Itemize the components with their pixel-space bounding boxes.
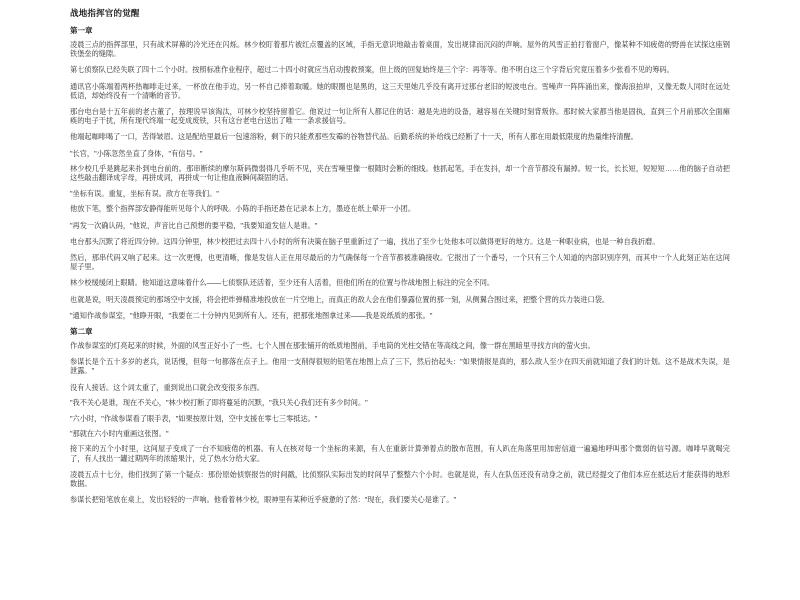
paragraph: 第七侦察队已经失联了四十二个小时。按照标准作业程序，超过二十四小时就应当启动搜救预案，但上级的回复始终是三个字：再等等。他不明白这三个字背后究竟压着多少张看不见的筹码。 [70, 65, 674, 75]
paragraph: "那就在六小时内重画这张图。" [70, 429, 169, 439]
paragraph: 他端起咖啡喝了一口，苦得皱眉。这是配给里最后一包速溶粉，剩下的只能煮那些发霉的谷物替代品。后勤系统的补给线已经断了十一天，所有人都在用最低限度的热量维持清醒。 [70, 132, 638, 142]
paragraph: 电台那头沉默了将近四分钟。这四分钟里，林少校把过去四十八小时的所有决策在脑子里重新过了一遍，找出了至少七处他本可以做得更好的地方。这是一种职业病，也是一种自我折磨。 [70, 236, 660, 246]
paragraph: 林少校几乎是跳起来扑到电台前的。那串断续的摩尔斯码微弱得几乎听不见，夹在雪噪里像一根随时会断的细线。他抓起笔，手在发抖，却一个音节都没有漏掉。短一长，长长短，短短短……他的脑子自动把这些敲击翻译成字母，再拼成词，再拼成一句让他血液瞬间凝固的话。 [70, 163, 730, 183]
page-title: 战地指挥官的觉醒 [70, 8, 140, 18]
paragraph: 没有人接话。这个词太重了，重到说出口就会改变很多东西。 [70, 382, 265, 392]
paragraph: "六小时，"作战参谋看了眼手表，"如果按原计划，空中支援在零七三零抵达。" [70, 414, 318, 424]
paragraph: 作战参谋室的灯亮起来的时候，外面的风雪正好小了一些。七个人围在那张铺开的纸质地图前，手电筒的光柱交错在等高线之间，像一群在黑暗里寻找方向的萤火虫。 [70, 341, 595, 351]
paragraph: "再发一次确认码，"他说，声音比自己预想的要平稳，"我要知道发信人是谁。" [70, 220, 318, 230]
paragraph: 然后，那串代码又响了起来。这一次更慢，也更清晰，像是发信人正在用尽最后的力气确保每一个音节都被准确接收。它报出了一个番号，一个只有三个人知道的内部识别序列，而其中一个人此刻正站在这间屋子里。 [70, 253, 730, 272]
paragraph: "坐标有误。重复，坐标有误。敌方在等我们。" [70, 189, 219, 199]
paragraph: 他放下笔，整个指挥部安静得能听见每个人的呼吸。小陈的手指还悬在记录本上方，墨迹在纸上晕开一小团。 [70, 204, 416, 214]
paragraph: 接下来的五个小时里，这间屋子变成了一台不知疲倦的机器。有人在核对每一个坐标的来源，有人在重新计算弹着点的散布范围，有人趴在角落里用加密信道一遍遍地呼叫那个微弱的信号源。咖啡早就喝完了，有人找出一罐过期两年的浓缩果汁，兑了热水分给大家。 [70, 444, 730, 463]
paragraph: 通讯官小陈端着两杯热咖啡走过来，一杯放在他手边，另一杯自己捧着取暖。她的眼圈也是黑的，这三天里她几乎没有离开过那台老旧的短波电台。雪噪声一阵阵涌出来，像海浪拍岸，又像无数人同时在远处低语，却始终没有一个清晰的音节。 [70, 81, 730, 100]
paragraph: 凌晨五点十七分，他们找到了第一个疑点：那份原始侦察报告的时间戳，比侦察队实际出发的时间早了整整六个小时。也就是说，有人在队伍还没有动身之前，就已经提交了他们本应在抵达后才能获得的地形数据。 [70, 469, 730, 489]
section-heading-1: 第一章 [70, 26, 93, 35]
paragraph: 那台电台是十五年前的老古董了，按理说早该淘汰，可林少校坚持留着它。他说过一句让所有人都记住的话：越是先进的设备，越容易在关键时刻背叛你。那时候大家都当他是固执，直到三个月前那次全面瘫痪的电子干扰，所有现代终端一起变成废铁，只有这台老电台送出了唯一一条求援信号。 [70, 107, 730, 126]
section-heading-2: 第二章 [70, 327, 93, 337]
document-body [70, 8, 730, 512]
paragraph: "通知作战参谋室，"他睁开眼，"我要在二十分钟内见到所有人。还有，把那张地图拿过来——我是说纸质的那张。" [70, 310, 433, 320]
paragraph: "我不关心是谁，现在不关心，"林少校打断了即将蔓延的沉默，"我只关心我们还有多少时间。" [70, 397, 368, 407]
paragraph: "长官，"小陈忽然坐直了身体，"有信号。" [70, 148, 203, 158]
paragraph: 参谋长把铅笔放在桌上，发出轻轻的一声响。他看着林少校，眼神里有某种近乎疲惫的了然："现在，我们要关心是谁了。" [70, 495, 457, 505]
paragraph: 林少校缓缓闭上眼睛。他知道这意味着什么——七侦察队还活着，至少还有人活着，但他们所在的位置与作战地图上标注的完全不同。 [70, 278, 495, 288]
paragraph: 凌晨三点的指挥部里，只有战术屏幕的冷光还在闪烁。林少校盯着那片被红点覆盖的区域，手指无意识地敲击着桌面，发出规律而沉闷的声响。屋外的风雪正拍打着窗户，像某种不知疲倦的野兽在试探这座钢铁堡垒的缝隙。 [70, 40, 730, 59]
paragraph: 也就是说，明天凌晨预定的那场空中支援，将会把炸弹精准地投放在一片空地上，而真正的敌人会在他们暴露位置的那一刻，从侧翼合围过来，把整个营的兵力装进口袋。 [70, 294, 610, 304]
paragraph: 参谋长是个五十多岁的老兵，说话慢，但每一句都落在点子上。他用一支削得很短的铅笔在地图上点了三下，然后抬起头："如果情报是真的，那么敌人至少在四天前就知道了我们的计划。这不是战术失误，是泄露。" [70, 357, 730, 376]
